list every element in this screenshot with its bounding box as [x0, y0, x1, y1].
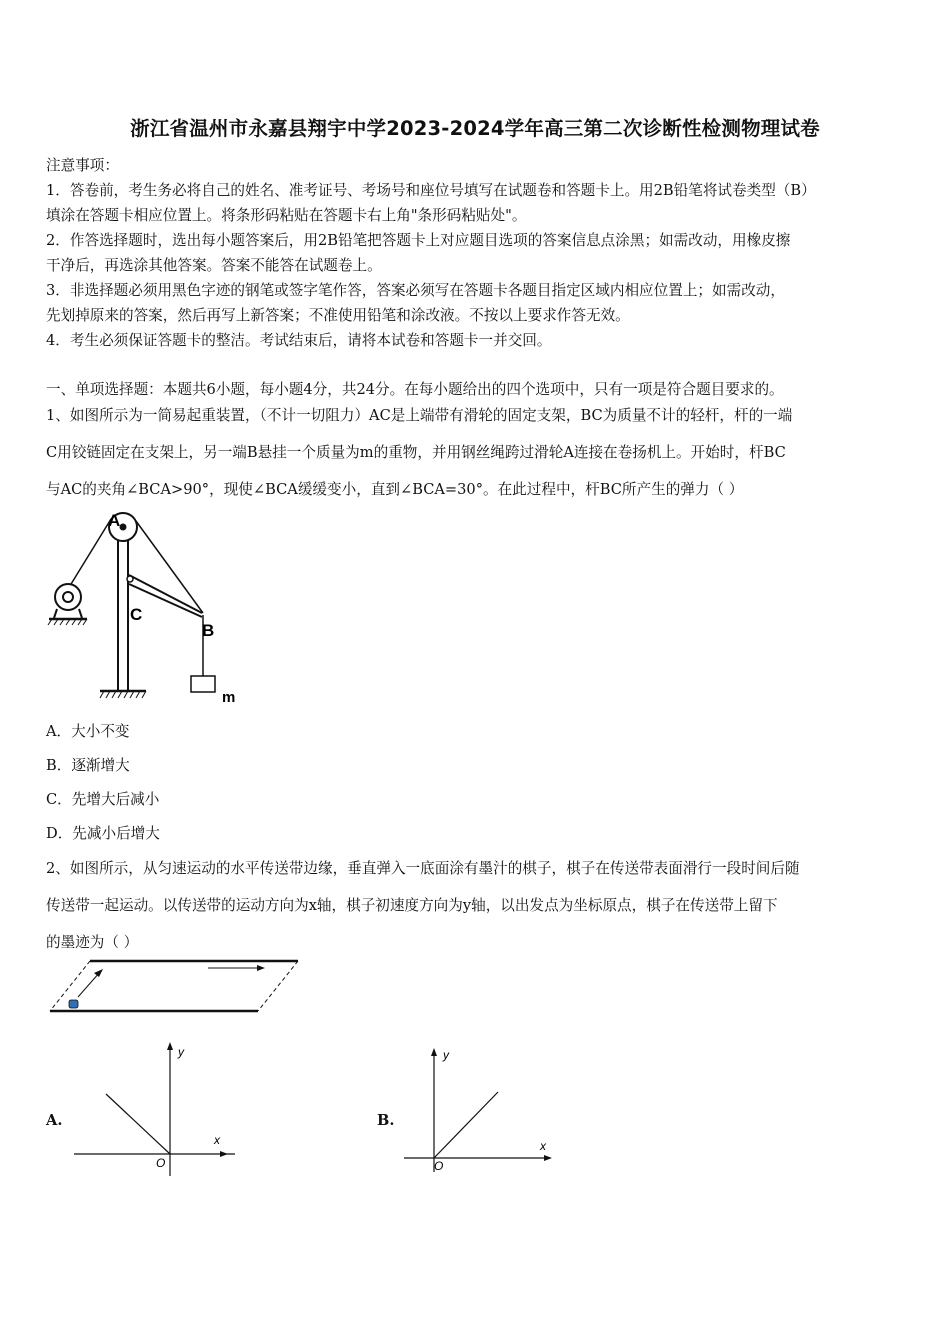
label-b: B — [202, 621, 215, 640]
conveyor-figure — [48, 955, 308, 1020]
option-a[interactable]: A．大小不变 — [46, 723, 130, 740]
q2-option-b-label[interactable]: B. — [377, 1112, 395, 1129]
notice-line: 先划掉原来的答案，然后再写上新答案；不准使用铅笔和涂改液。不按以上要求作答无效。 — [46, 307, 630, 324]
page-title: 浙江省温州市永嘉县翔宇中学2023-2024学年高三第二次诊断性检测物理试卷 — [130, 117, 820, 140]
crane-figure — [44, 505, 254, 705]
label-m: m — [222, 689, 236, 706]
axis-origin-label: O — [156, 1156, 166, 1170]
notice-line: 1．答卷前，考生务必将自己的姓名、准考证号、考场号和座位号填写在试题卷和答题卡上。用2B铅笔将试卷类型（B） — [46, 182, 816, 199]
notice-line: 3．非选择题必须用黑色字迹的钢笔或签字笔作答，答案必须写在答题卡各题目指定区域内相应位置上；如需改动， — [46, 282, 785, 299]
axis-x-label: x — [540, 1139, 546, 1153]
axis-origin-label: O — [434, 1159, 444, 1173]
question-1-text: 与AC的夹角∠BCA>90°，现使∠BCA缓缓变小，直到∠BCA=30°。在此过程中，杆BC所产生的弹力（ ） — [46, 481, 744, 498]
notice-line: 4．考生必须保证答题卡的整洁。考试结束后，请将本试卷和答题卡一并交回。 — [46, 332, 552, 349]
question-1-text: C用铰链固定在支架上，另一端B悬挂一个质量为m的重物，并用钢丝绳跨过滑轮A连接在卷扬机上。开始时，杆BC — [46, 444, 786, 461]
section-heading: 一、单项选择题：本题共6小题，每小题4分，共24分。在每小题给出的四个选项中，只有一项是符合题目要求的。 — [46, 381, 784, 398]
axis-x-label: x — [214, 1133, 220, 1147]
question-1-text: 1、如图所示为一简易起重装置，（不计一切阻力）AC是上端带有滑轮的固定支架，BC为质量不计的轻杆，杆的一端 — [46, 407, 793, 424]
question-2-text: 的墨迹为（ ） — [46, 934, 139, 951]
label-a: A — [108, 511, 121, 530]
q2-option-a-graph[interactable] — [70, 1040, 245, 1180]
option-d[interactable]: D．先减小后增大 — [46, 825, 160, 842]
notice-heading: 注意事项： — [46, 157, 119, 174]
q2-option-a-label[interactable]: A. — [46, 1112, 63, 1129]
axis-y-label: y — [443, 1048, 449, 1062]
option-c[interactable]: C．先增大后减小 — [46, 791, 160, 808]
notice-line: 干净后，再选涂其他答案。答案不能答在试题卷上。 — [46, 257, 382, 274]
axis-y-label: y — [178, 1045, 184, 1059]
q2-option-b-graph[interactable] — [400, 1040, 560, 1180]
label-c: C — [130, 605, 143, 624]
notice-line: 填涂在答题卡相应位置上。将条形码粘贴在答题卡右上角"条形码粘贴处"。 — [46, 207, 527, 224]
option-b[interactable]: B．逐渐增大 — [46, 757, 130, 774]
question-2-text: 传送带一起运动。以传送带的运动方向为x轴，棋子初速度方向为y轴，以出发点为坐标原点，棋子在传送带上留下 — [46, 897, 778, 914]
question-2-text: 2、如图所示，从匀速运动的水平传送带边缘，垂直弹入一底面涂有墨汁的棋子，棋子在传送带表面滑行一段时间后随 — [46, 860, 800, 877]
notice-line: 2．作答选择题时，选出每小题答案后，用2B铅笔把答题卡上对应题目选项的答案信息点涂黑；如需改动，用橡皮擦 — [46, 232, 791, 249]
